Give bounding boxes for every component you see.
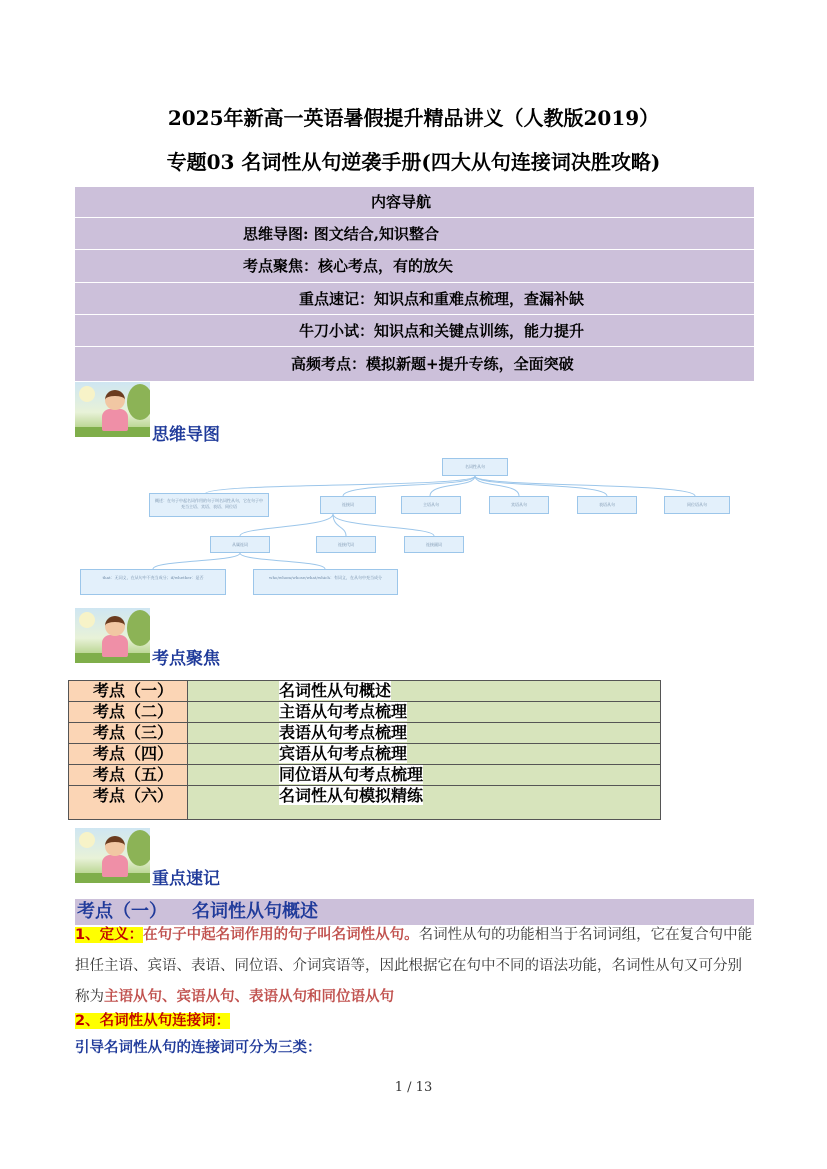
- section-illustration: [75, 828, 150, 883]
- mind-map-diagram: [75, 452, 754, 602]
- table-row: [69, 765, 661, 786]
- mind-map-node: 从属连词: [210, 536, 270, 553]
- kaodian-1-label: 考点（一）: [77, 901, 167, 922]
- kaodian-1-title: 名词性从句概述: [192, 901, 318, 922]
- mind-map-root: 名词性从句: [442, 458, 508, 476]
- mind-map-node: who/whom/whose/what/which：有词义，在从句中充当成分: [253, 569, 398, 595]
- mind-map-node: that：无词义，在从句中不充当成分；if/whether：是否: [80, 569, 226, 595]
- page-number: 1 / 13: [394, 1080, 433, 1095]
- connectives-label: 2、名词性从句连接词：: [75, 1013, 231, 1029]
- nav-item-mindmap: [75, 218, 754, 250]
- nav-item-label: 牛刀小试：知识点和关键点训练，能力提升: [299, 322, 585, 340]
- kaodian-label: 考点（三）: [69, 723, 188, 744]
- section-title-notes: 重点速记: [152, 869, 220, 889]
- section-title-focus: 考点聚焦: [152, 649, 220, 669]
- kaodian-value: [188, 744, 661, 765]
- kaodian-value: [188, 681, 661, 702]
- table-row: [69, 786, 661, 820]
- table-row: [69, 744, 661, 765]
- nav-heading-row: [75, 187, 754, 218]
- mind-map-node: 连接副词: [404, 536, 464, 553]
- kaodian-label: 考点（二）: [69, 702, 188, 723]
- mind-map-node: 主语从句: [401, 496, 461, 514]
- table-row: [69, 702, 661, 723]
- kaodian-label: 考点（五）: [69, 765, 188, 786]
- kaodian-value: [188, 765, 661, 786]
- table-row: [69, 723, 661, 744]
- kaodian-value: [188, 702, 661, 723]
- doc-title: 2025年新高一英语暑假提升精品讲义（人教版2019）: [167, 106, 660, 130]
- nav-item-practice: [75, 315, 754, 347]
- kaodian-value-text: 名词性从句概述: [279, 681, 392, 700]
- section-title-mindmap: 思维导图: [152, 425, 220, 445]
- definition-label: 1、定义：: [75, 927, 144, 943]
- kaodian-label: 考点（四）: [69, 744, 188, 765]
- kaodian-value-text: 宾语从句考点梳理: [279, 744, 408, 763]
- mind-map-node: 连接代词: [316, 536, 376, 553]
- nav-item-label: 高频考点：模拟新题+提升专练，全面突破: [291, 355, 574, 373]
- doc-subtitle: 专题03 名词性从句逆袭手册(四大从句连接词决胜攻略): [166, 150, 661, 174]
- definition-highlight: 在句子中起名词作用的句子叫名词性从句。: [143, 927, 419, 943]
- nav-item-focus: [75, 250, 754, 283]
- nav-heading: 内容导航: [371, 193, 432, 211]
- nav-item-highfreq: [75, 347, 754, 381]
- connectives-subtext: 引导名词性从句的连接词可分为三类：: [75, 1040, 322, 1056]
- section-illustration: [75, 382, 150, 437]
- kaodian-value-text: 主语从句考点梳理: [279, 702, 408, 721]
- nav-item-label: 重点速记：知识点和重难点梳理，查漏补缺: [299, 290, 585, 308]
- kaodian-value-text: 名词性从句模拟精练: [279, 786, 424, 805]
- connectives-subheading: [75, 1033, 754, 1064]
- mind-map-node: 连接词: [320, 496, 376, 514]
- definition-types: 主语从句、宾语从句、表语从句和同位语从句: [104, 989, 394, 1005]
- mind-map-node: 表语从句: [577, 496, 637, 514]
- kaodian-label: 考点（一）: [69, 681, 188, 702]
- kaodian-value-text: 同位语从句考点梳理: [279, 765, 424, 784]
- definition-text: 名词性从句的功能相当于名词词组，它在复合句中能担任主语、宾语、表语、同位语、介词宾语等，因此根据它在句中不同的语法功能，名词性从句又可分别称为: [75, 927, 753, 1005]
- section-illustration: [75, 608, 150, 663]
- content-nav-table: [75, 187, 754, 381]
- kaodian-value-text: 表语从句考点梳理: [279, 723, 408, 742]
- nav-item-notes: [75, 283, 754, 315]
- table-row: [69, 681, 661, 702]
- mind-map-node: 同位语从句: [664, 496, 730, 514]
- kaodian-value: [188, 723, 661, 744]
- nav-item-label: 考点聚焦：核心考点，有的放矢: [243, 257, 454, 275]
- kaodian-label: 考点（六）: [69, 786, 188, 820]
- kaodian-table: [68, 680, 661, 820]
- kaodian-value: [188, 786, 661, 820]
- mind-map-node: 概述：在句子中起名词作用的句子叫名词性从句，它在句子中充当主语、宾语、表语、同位语: [149, 493, 269, 517]
- nav-item-label: 思维导图: 图文结合,知识整合: [243, 225, 439, 243]
- mind-map-node: 宾语从句: [489, 496, 549, 514]
- definition-paragraph: [75, 920, 754, 1013]
